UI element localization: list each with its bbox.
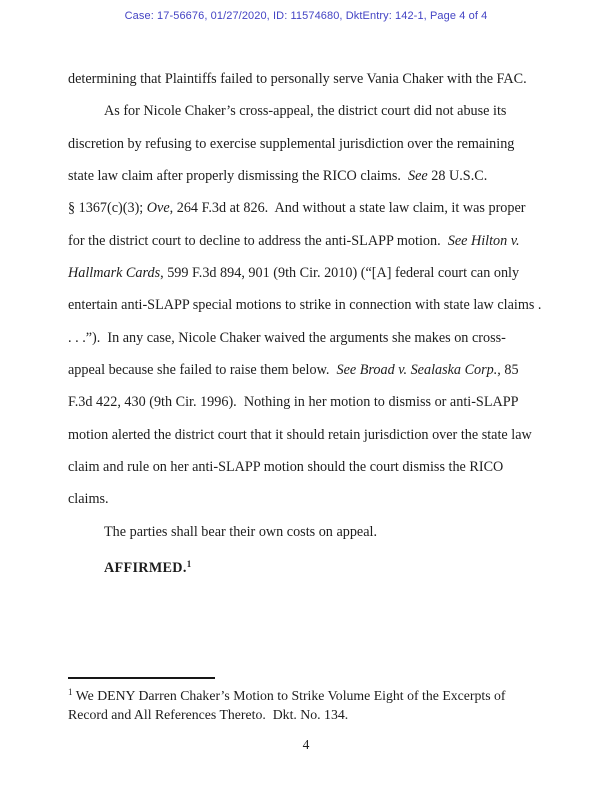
text-line: motion alerted the district court that it should retain jurisdiction over the state law (68, 426, 532, 443)
text-line: . . .”). In any case, Nicole Chaker waived the arguments she makes on cross- (68, 329, 506, 346)
page-number: 4 (302, 737, 310, 752)
text-line: state law claim after properly dismissing the RICO claims. See 28 U.S.C. (68, 168, 488, 185)
text-line: for the district court to decline to address the anti-SLAPP motion. See Hilton v. (68, 232, 520, 249)
text-line: Record and All References Thereto. Dkt. No. 134. (68, 706, 349, 722)
text-line: claims. (68, 491, 109, 508)
text-line: determining that Plaintiffs failed to personally serve Vania Chaker with the FAC. (68, 71, 527, 87)
footnote-text (68, 683, 554, 724)
text-line: Hallmark Cards, 599 F.3d 894, 901 (9th Cir. 2010) (“[A] federal court can only (68, 265, 520, 282)
text-line: entertain anti-SLAPP special motions to strike in connection with state law claims . (68, 297, 542, 314)
text-line: appeal because she failed to raise them below. See Broad v. Sealaska Corp., 85 (68, 362, 519, 379)
text-line: The parties shall bear their own costs on appeal. (104, 523, 378, 540)
text-line: F.3d 422, 430 (9th Cir. 1996). Nothing in her motion to dismiss or anti-SLAPP (68, 394, 519, 411)
text-line: § 1367(c)(3); Ove, 264 F.3d at 826. And without a state law claim, it was proper (68, 200, 526, 217)
case-stamp-header: Case: 17-56676, 01/27/2020, ID: 11574680, DktEntry: 142-1, Page 4 of 4 (124, 10, 488, 22)
text-line: As for Nicole Chaker’s cross-appeal, the district court did not abuse its (104, 103, 507, 120)
text-line: AFFIRMED.$^1$ (104, 559, 192, 577)
text-line: claim and rule on her anti-SLAPP motion should the court dismiss the RICO (68, 459, 504, 476)
opinion-body-text (68, 63, 554, 585)
text-line: discretion by refusing to exercise supplemental jurisdiction over the remaining (68, 135, 515, 152)
footnote-separator-rule (68, 677, 215, 679)
text-line: $^1$ We DENY Darren Chaker’s Motion to Strike Volume Eight of the Excerpts of (68, 687, 506, 703)
